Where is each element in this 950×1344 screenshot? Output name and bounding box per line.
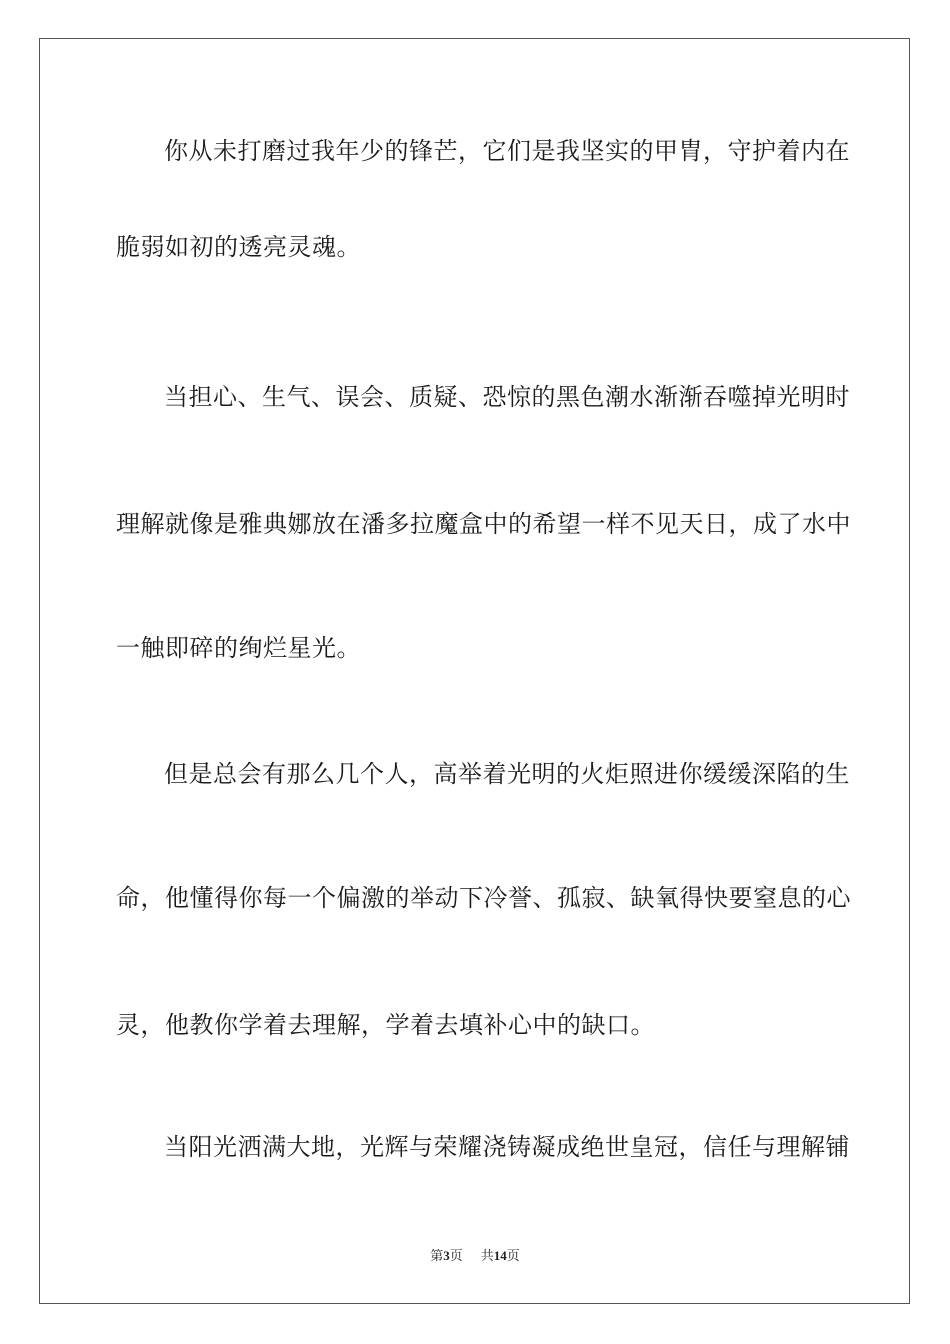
paragraph-2-line-2: 理解就像是雅典娜放在潘多拉魔盒中的希望一样不见天日，成了水中 [116,510,851,538]
paragraph-2-line-3: 一触即碎的绚烂星光。 [116,634,361,662]
paragraph-3-line-2: 命，他懂得你每一个偏激的举动下冷誉、孤寂、缺氧得快要窒息的心 [116,884,851,912]
footer-page-suffix: 页 [449,1248,463,1263]
footer-page-prefix: 第 [430,1248,444,1263]
paragraph-3-line-3: 灵，他教你学着去理解，学着去填补心中的缺口。 [116,1011,655,1039]
footer-total-pages: 14 [493,1248,507,1263]
paragraph-3-line-1: 但是总会有那么几个人，高举着光明的火炬照进你缓缓深陷的生 [164,760,850,788]
paragraph-2-line-1: 当担心、生气、误会、质疑、恐惊的黑色潮水渐渐吞噬掉光明时 [164,383,850,411]
paragraph-1-line-1: 你从未打磨过我年少的锋芒，它们是我坚实的甲胄，守护着内在 [164,137,850,165]
page-footer [0,1247,950,1265]
page-border [39,38,910,1304]
paragraph-1-line-2: 脆弱如初的透亮灵魂。 [116,233,361,261]
footer-page-number: 3 [443,1248,450,1263]
paragraph-4-line-1: 当阳光洒满大地，光辉与荣耀浇铸凝成绝世皇冠，信任与理解铺 [164,1133,850,1161]
footer-total-prefix: 共 [480,1248,494,1263]
footer-total-suffix: 页 [506,1248,520,1263]
